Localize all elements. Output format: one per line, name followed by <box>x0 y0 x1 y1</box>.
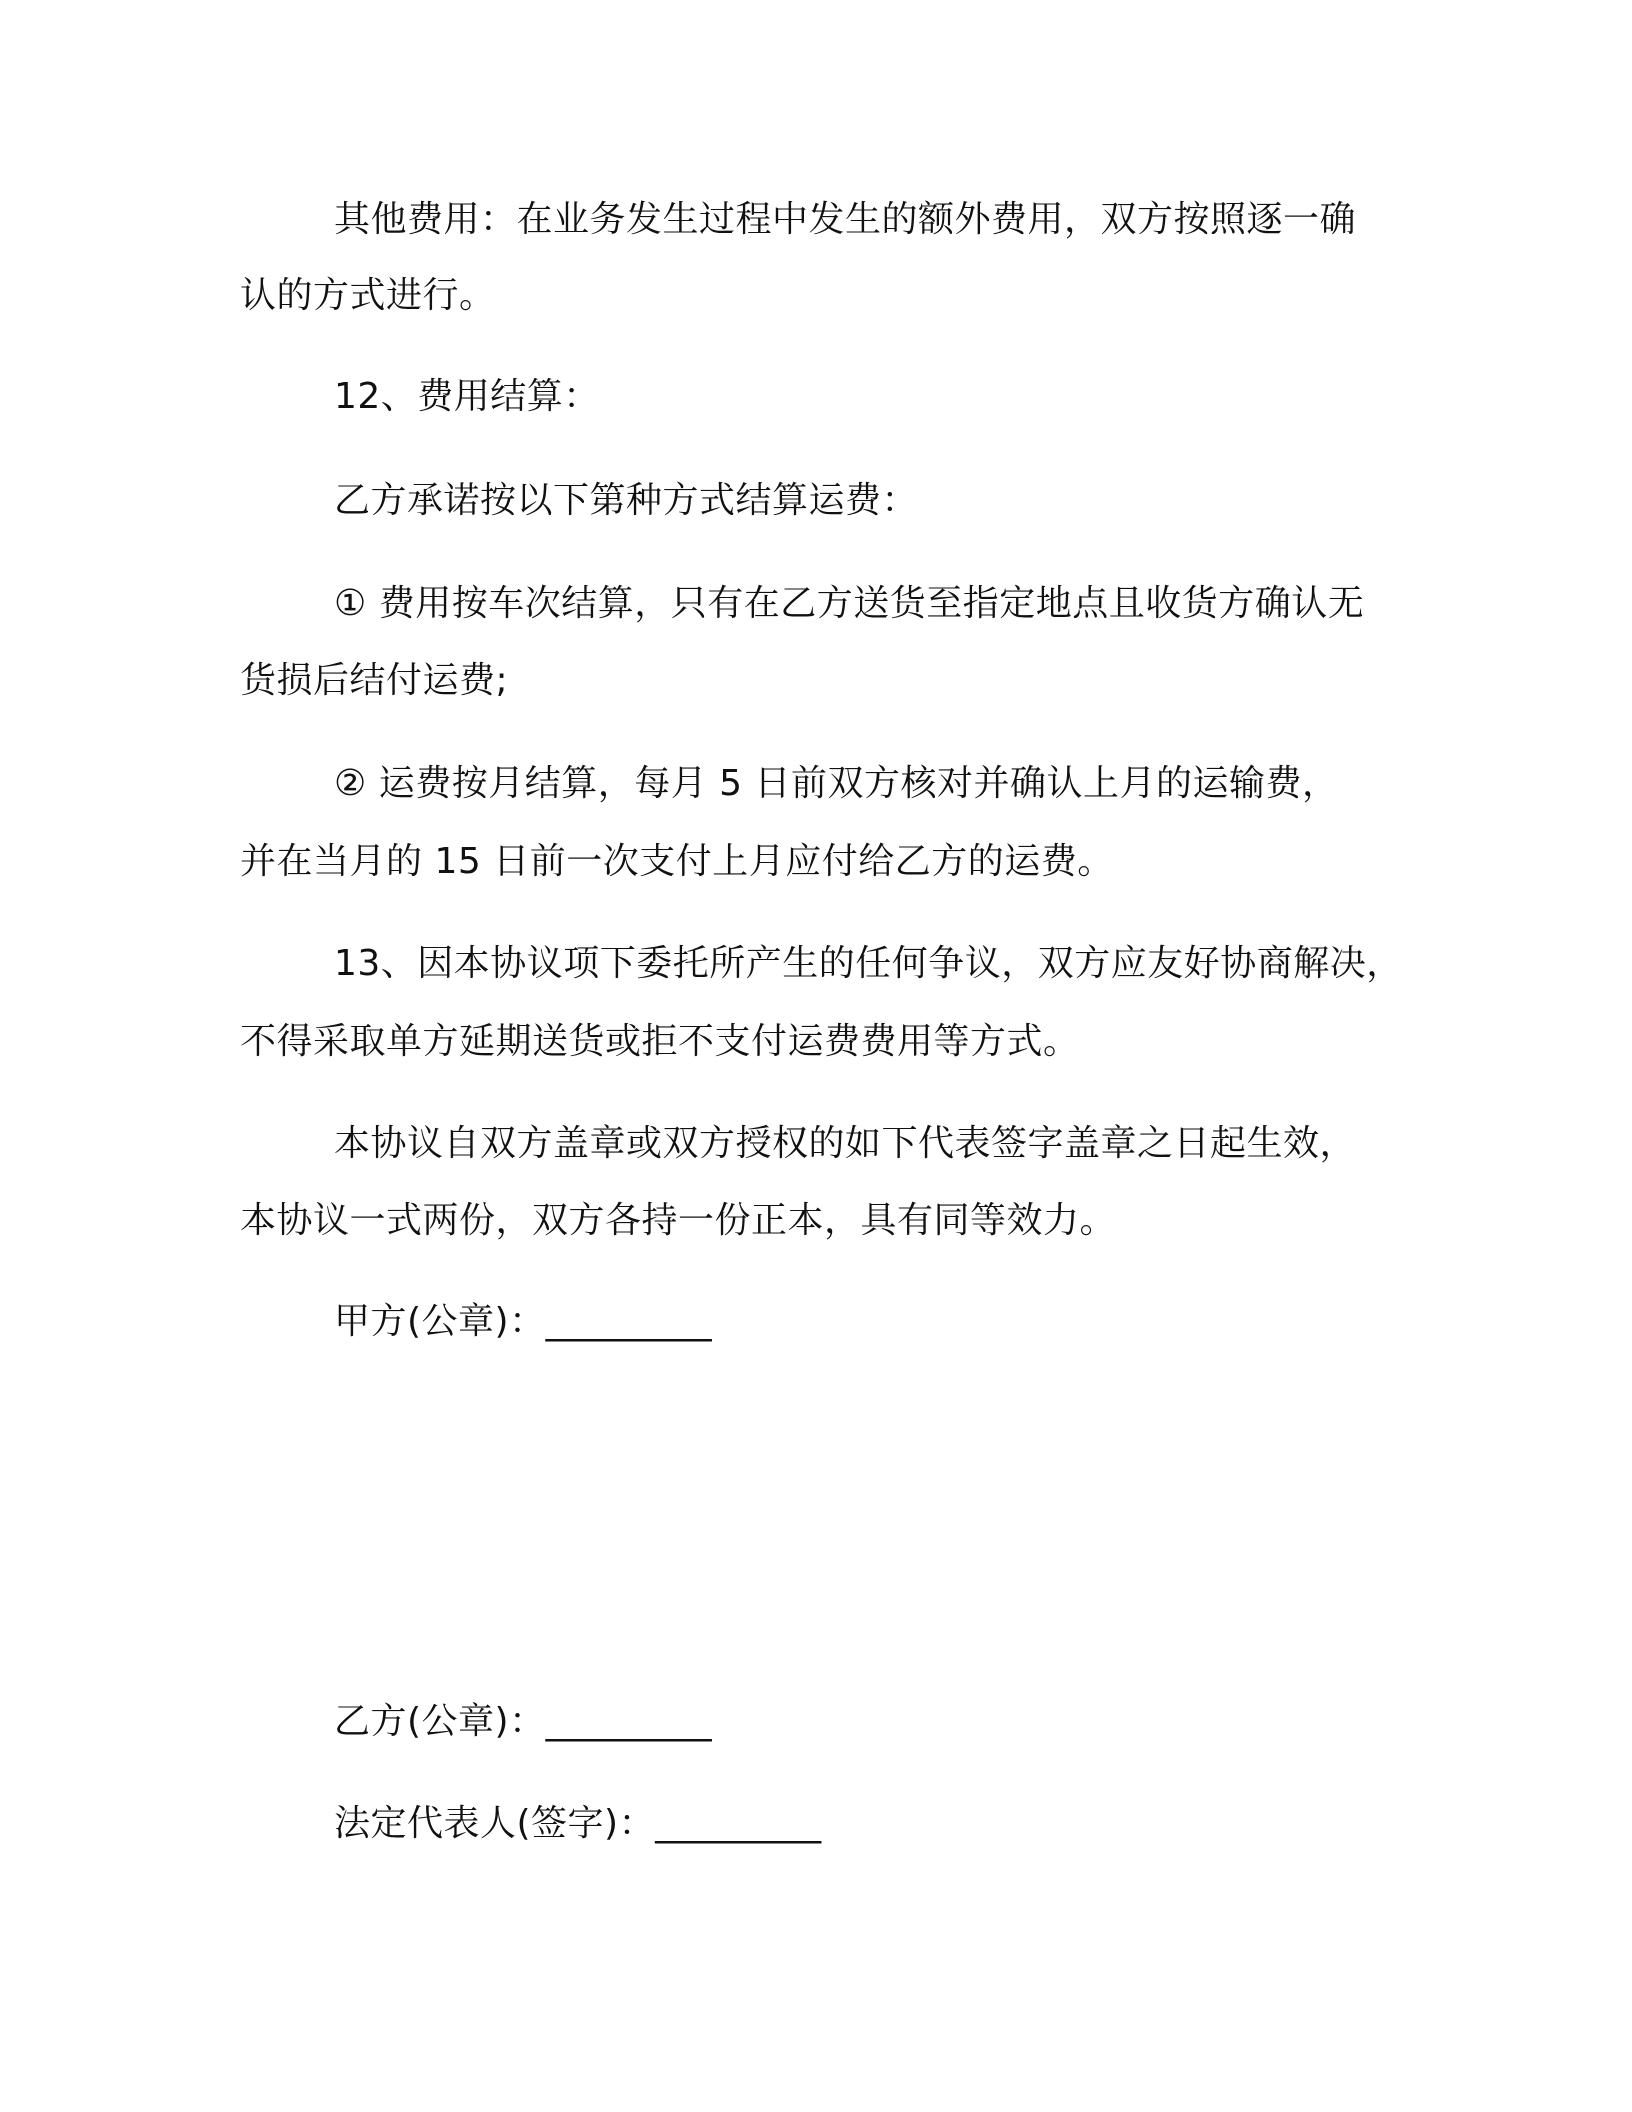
party-a-seal-line: 甲方(公章)：_________ <box>334 1301 713 1342</box>
settlement-intro: 乙方承诺按以下第种方式结算运费： <box>334 480 919 521</box>
clause-13-line-1: 13、因本协议项下委托所产生的任何争议，双方应友好协商解决， <box>334 943 1403 984</box>
party-b-seal-line: 乙方(公章)：_________ <box>334 1701 713 1742</box>
legal-representative-signature-line: 法定代表人(签字)：_________ <box>334 1803 822 1844</box>
effectiveness-line-1: 本协议自双方盖章或双方授权的如下代表签字盖章之日起生效， <box>334 1123 1357 1164</box>
clause-13-line-2: 不得采取单方延期送货或拒不支付运费费用等方式。 <box>240 1021 1080 1062</box>
option-2-line-2: 并在当月的 15 日前一次支付上月应付给乙方的运费。 <box>240 841 1114 882</box>
option-2-line-1: ② 运费按月结算，每月 5 日前双方核对并确认上月的运输费， <box>334 763 1339 804</box>
clause-12-title: 12、费用结算： <box>334 376 600 417</box>
option-1-line-1: ① 费用按车次结算，只有在乙方送货至指定地点且收货方确认无 <box>334 583 1365 624</box>
other-fees-line-1: 其他费用：在业务发生过程中发生的额外费用，双方按照逐一确 <box>334 199 1357 240</box>
option-1-line-2: 货损后结付运费; <box>240 660 509 701</box>
other-fees-line-2: 认的方式进行。 <box>240 275 496 316</box>
effectiveness-line-2: 本协议一式两份，双方各持一份正本，具有同等效力。 <box>240 1200 1117 1241</box>
